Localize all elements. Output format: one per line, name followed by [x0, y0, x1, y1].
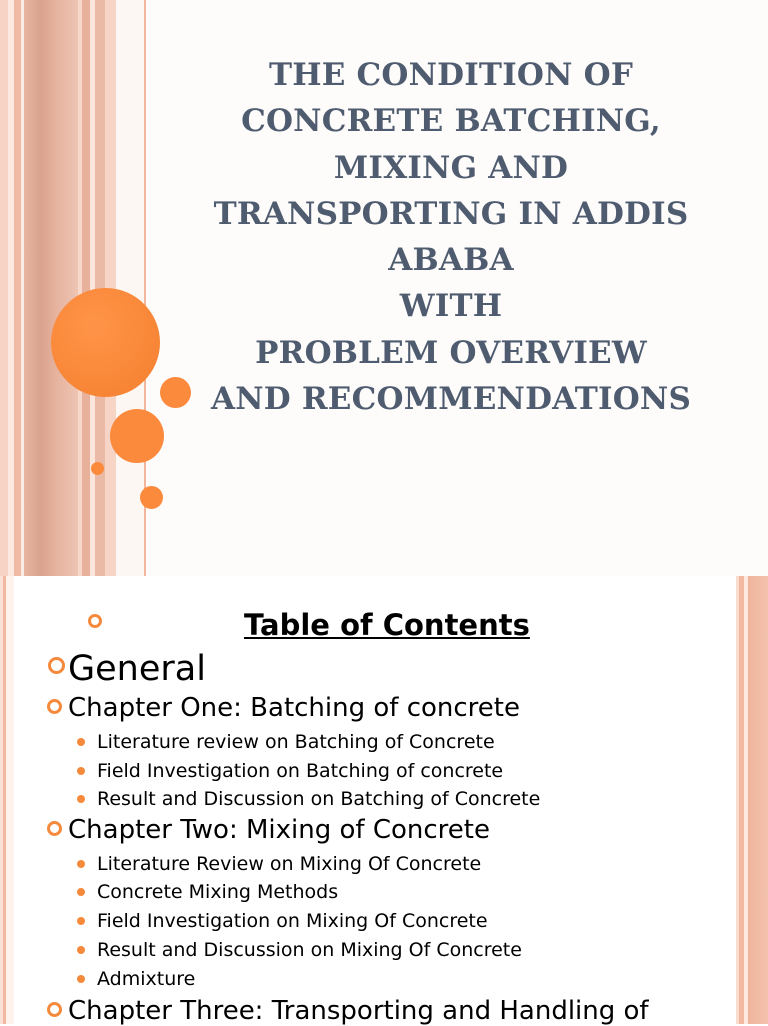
title-line: MIXING AND	[333, 149, 569, 186]
decor-circle	[140, 486, 163, 509]
toc-subitem: Result and Discussion on Batching of Concrete	[97, 788, 541, 810]
toc-chapter-two: Chapter Two: Mixing of Concrete	[68, 815, 490, 845]
title-line: THE CONDITION OF	[268, 57, 634, 93]
decor-stripe	[24, 0, 78, 576]
decor-stripe	[116, 0, 144, 576]
toc-subitem: Admixture	[97, 968, 196, 990]
bullet-dot-icon	[77, 795, 85, 803]
toc-general: General	[68, 649, 206, 689]
toc-subitem: Concrete Mixing Methods	[97, 881, 339, 903]
bullet-dot-icon	[77, 975, 85, 983]
bullet-ring-icon	[47, 821, 62, 836]
decor-circle-large	[51, 288, 160, 397]
bullet-ring-icon	[47, 1002, 62, 1017]
decor-circle	[91, 462, 104, 475]
title-line: AND RECOMMENDATIONS	[210, 381, 692, 418]
toc-subitem: Literature review on Batching of Concrete	[97, 731, 495, 753]
bullet-dot-icon	[77, 738, 85, 746]
toc-subitem: Field Investigation on Batching of concrete	[97, 760, 504, 782]
bullet-ring-icon	[88, 614, 102, 628]
decor-circle	[110, 409, 164, 463]
toc-chapter-one: Chapter One: Batching of concrete	[68, 693, 520, 723]
bullet-ring-icon	[48, 657, 65, 674]
bullet-ring-icon	[47, 699, 62, 714]
bullet-dot-icon	[77, 946, 85, 954]
decor-stripe	[82, 0, 90, 576]
toc-subitem: Result and Discussion on Mixing Of Concrete	[97, 939, 522, 961]
bullet-dot-icon	[77, 860, 85, 868]
slide-title	[195, 52, 707, 422]
decor-stripe	[14, 0, 21, 576]
title-line: WITH	[399, 288, 503, 325]
decor-stripe	[6, 576, 14, 1024]
decor-stripe	[0, 0, 8, 576]
title-line: TRANSPORTING IN ADDIS	[213, 195, 689, 232]
decor-stripe	[748, 576, 768, 1024]
toc-subitem: Literature Review on Mixing Of Concrete	[97, 853, 482, 875]
toc-subitem: Field Investigation on Mixing Of Concrete	[97, 910, 488, 932]
bullet-dot-icon	[77, 917, 85, 925]
title-line: PROBLEM OVERVIEW	[255, 334, 647, 371]
title-line: CONCRETE BATCHING,	[241, 103, 661, 140]
bullet-dot-icon	[77, 888, 85, 896]
toc-chapter-three: Chapter Three: Transporting and Handling of	[68, 996, 649, 1026]
title-line: ABABA	[388, 242, 514, 279]
decor-circle	[160, 377, 191, 408]
toc-heading: Table of Contents	[244, 608, 530, 642]
bullet-dot-icon	[77, 767, 85, 775]
